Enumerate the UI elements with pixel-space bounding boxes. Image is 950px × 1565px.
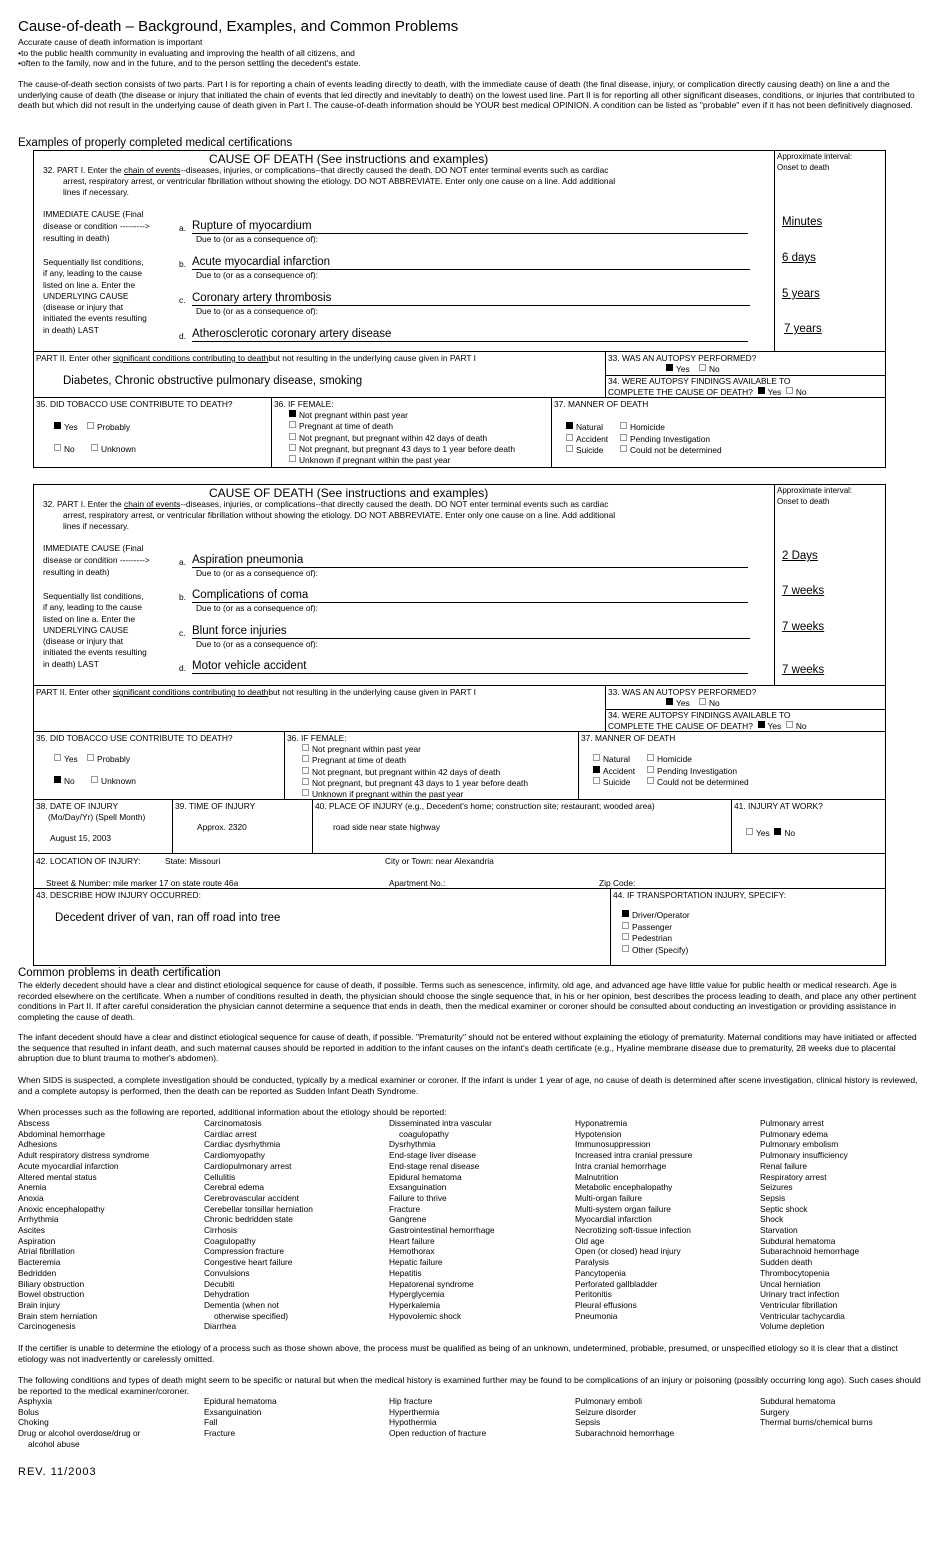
q43-44-row: 43. DESCRIBE HOW INJURY OCCURRED: Decedent driver of van, ran off road into tree 44. IF TRANSPORTATION INJURY, SPECIFY: Driver/Operator Passenger Pedestrian Other (Specify) bbox=[34, 888, 885, 966]
page-title: Cause-of-death – Background, Examples, and Common Problems bbox=[18, 18, 459, 35]
list-item: Hyperglycemia bbox=[389, 1289, 445, 1300]
list-item: Disseminated intra vascular bbox=[389, 1118, 492, 1128]
list-item: Exsanguination bbox=[204, 1406, 262, 1417]
line-d-label: d. bbox=[179, 331, 186, 341]
list-item: Myocardial infarction bbox=[575, 1214, 652, 1225]
list-item: Hyperthermia bbox=[389, 1406, 440, 1417]
list-item: Necrotizing soft-tissue infection bbox=[575, 1225, 691, 1236]
part2-row: PART II. Enter other significant conditions contributing to deathbut not resulting in the underlying cause given in PART I 33. WAS AN AUTOPSY PERFORMED? Yes No 34. WERE AUTOPSY FINDINGS AVAILABLE TO COMPLETE THE CAUSE OF DEATH? Yes No bbox=[34, 685, 885, 732]
list-item: Open reduction of fracture bbox=[389, 1428, 487, 1439]
interval-column bbox=[774, 151, 886, 351]
interval-c: 7 weeks bbox=[782, 621, 825, 633]
list-item: Subdural hematoma bbox=[760, 1396, 836, 1406]
list-item: Perforated gallbladder bbox=[575, 1278, 658, 1289]
list-item: Hepatic failure bbox=[389, 1257, 443, 1268]
q33-options: Yes No bbox=[666, 364, 720, 375]
list-item: Metabolic encephalopathy bbox=[575, 1182, 673, 1193]
list-item: Abscess bbox=[18, 1118, 50, 1128]
injury-list-col-3 bbox=[389, 1396, 486, 1439]
list-item: Chronic bedridden state bbox=[204, 1214, 293, 1225]
cod-title: CAUSE OF DEATH (See instructions and examples) bbox=[209, 152, 489, 166]
list-item: Pneumonia bbox=[575, 1310, 618, 1321]
underlying-cause-label: Sequentially list conditions, if any, leading to the cause listed on line a. Enter the UNDERLYING CAUSE (disease or injury that initiated the events resulting in death) LAST bbox=[43, 591, 147, 669]
list-item: otherwise specified) bbox=[214, 1310, 289, 1321]
intro-paragraph: The cause-of-death section consists of two parts. Part I is for reporting a chain of events leading directly to death, with the immediate cause of death (the final disease, injury, or complication directly causing death) on line a and the underlying cause of death (the disease or injury that initiated the chain of events that led directly and inevitably to death) on the lowest used line. Part II is for reporting all other significant diseases, conditions, or injuries that contributed to death but which did not result in the underlying cause of death given in Part I. The cause-of-death information should be YOUR best medical OPINION. A condition can be listed as "probable" even if it has not been definitively diagnosed. bbox=[18, 79, 915, 111]
list-item: alcohol abuse bbox=[28, 1438, 80, 1449]
list-item: Heart failure bbox=[389, 1235, 435, 1246]
problems-p2: The infant decedent should have a clear and distinct etiological sequence for cause of death, if possible. "Prematurity" should not be entered without explaining the etiology of prematurity. Maternal conditions may have initiated or affected the sequence that resulted in infant death, and such maternal causes should be reported in addition to the infant causes on the infant's death certificate (e.g., Hyaline membrane disease due to prematurity, 28 weeks due to placental abruption due to blunt trauma to mother's abdomen). bbox=[18, 1032, 917, 1064]
list-item: Immunosuppression bbox=[575, 1139, 651, 1150]
list-item: Hemothorax bbox=[389, 1246, 435, 1257]
list-item: Cellulitis bbox=[204, 1171, 236, 1182]
problems-heading: Common problems in death certification bbox=[18, 967, 221, 979]
example-2-form: Approximate interval: Onset to death 2 Days 7 weeks 7 weeks 7 weeks CAUSE OF DEATH (See instructions and examples) 32. PART I. Enter the chain of events--diseases, injuries, or complications--that directly caused the death. DO NOT enter terminal events such as cardiac arrest, respiratory arrest, or ventricular fibrillation without showing the etiology. DO NOT ABBREVIATE. Enter only one cause on a line. Add additional lines if necessary. IMMEDIATE CAUSE (Final disease or condition ---------> resulting in death) Sequentially list conditions, if any, leading to the cause listed on line a. Enter the UNDERLYING CAUSE (disease or injury that initiated the events resulting in death) LAST a. Aspiration pneumonia Due to (or as a consequence of): b. Complications of coma Due to (or as a consequence of): c. Blunt force injuries Due to (or as a consequence of): d. Motor vehicle accident PART II. Enter other significant conditions contributing to deathbut not resulting in the underlying cause given in PART I 33. WAS AN AUTOPSY PERFORMED? Yes No 34. WERE AUTOPSY FINDINGS AVAILABLE TO COMPLETE THE CAUSE OF DEATH? Yes No 35. DID TOBACCO USE CONTRIBUTE TO DEATH? Yes Probably No Unknown 36. IF FEMALE: Not pregnant within past year Pregnant at time of death Not pregnant, but pregnant within 42 days of death Not pregnant, but pregnant 43 days to 1 year before death Unknown if pregnant within the past year 37. MANNER OF DEATH Natural Accident Suicide Homicide Pending Investigation Could not be determined 38. DATE OF INJURY (Mo/Day/Yr) (Spell Month) August 15, 2003 39. TIME OF INJURY Approx. 2320 40. PLACE OF INJURY (e.g., Decedent's home; construction site; restaurant; wooded area) road side near state highway 41. INJURY AT WORK? Yes No 42. LOCATION OF INJURY: State: Missouri City or Town: near Alexandria Street & Number: mile marker 17 on state route 46a Apartment No.: Zip Code: 43. DESCRIBE HOW INJURY OCCURRED: Decedent driver of van, ran off road into tree 44. IF TRANSPORTATION INJURY, SPECIFY: Driver/Operator Passenger Pedestrian Other (Specify) bbox=[33, 484, 886, 966]
cause-b: Acute myocardial infarction bbox=[192, 255, 750, 270]
onset-label: Onset to death bbox=[777, 163, 830, 172]
list-item: Dementia (when not bbox=[204, 1299, 279, 1310]
list-item: Brain injury bbox=[18, 1299, 60, 1310]
list-item: Hypovolemic shock bbox=[389, 1310, 462, 1321]
intro-line: Accurate cause of death information is important bbox=[18, 37, 203, 47]
problems-p3: When SIDS is suspected, a complete investigation should be conducted, typically by a medical examiner or coroner. If the infant is under 1 year of age, no cause of death is determined after scene investigation, clinical history is reviewed, and a complete autopsy is performed, then the death can be reported as Sudden Infant Death Syndrome. bbox=[18, 1075, 918, 1096]
process-list-col-1 bbox=[18, 1118, 149, 1332]
q42-row: 42. LOCATION OF INJURY: State: Missouri City or Town: near Alexandria Street & Number: mile marker 17 on state route 46a Apartment No.: Zip Code: bbox=[34, 853, 885, 889]
list-item: Gangrene bbox=[389, 1214, 427, 1225]
example-1-form bbox=[33, 150, 886, 468]
list-item: Brain stem herniation bbox=[18, 1310, 98, 1321]
list-item: Subdural hematoma bbox=[760, 1235, 836, 1246]
due-to: Due to (or as a consequence of): bbox=[196, 234, 318, 244]
problems-p1: The elderly decedent should have a clear and distinct etiological sequence for cause of death, if possible. Terms such as senescence, infirmity, old age, and advanced age have little value for public health or medical research. Age is recorded elsewhere on the certificate. When a number of conditions resulted in death, the physician should choose the single sequence that, in his or her opinion, best describes the process leading to death, and place any other pertinent conditions in Part II. If after careful consideration the physician cannot determine a sequence that ends in death, then the medical examiner or coroner should be consulted about conducting an investigation or providing assistance in completing the cause of death. bbox=[18, 980, 917, 1023]
q35-options-1: Yes Probably bbox=[54, 422, 130, 433]
list-item: Paralysis bbox=[575, 1257, 609, 1268]
injury-list-col-2 bbox=[204, 1396, 277, 1439]
list-item: Subarachnoid hemorrhage bbox=[575, 1428, 675, 1439]
list-item: Hypothermia bbox=[389, 1417, 437, 1428]
list-item: Adult respiratory distress syndrome bbox=[18, 1150, 150, 1161]
examples-heading: Examples of properly completed medical certifications bbox=[18, 137, 293, 149]
interval-a: Minutes bbox=[782, 216, 823, 228]
list-item: Shock bbox=[760, 1214, 784, 1225]
list-item: Carcinogenesis bbox=[18, 1321, 76, 1332]
list-item: Decubiti bbox=[204, 1278, 235, 1289]
list-item: Anoxia bbox=[18, 1192, 44, 1203]
part2-value: Diabetes, Chronic obstructive pulmonary disease, smoking bbox=[63, 375, 363, 387]
q35-37-row: 35. DID TOBACCO USE CONTRIBUTE TO DEATH? Yes Probably No Unknown 36. IF FEMALE: Not pregnant within past year Pregnant at time of death Not pregnant, but pregnant within 42 days of death Not pregnant, but pregnant 43 days to 1 year before death Unknown if pregnant within the past year 37. MANNER OF DEATH Natural Accident Suicide Homicide Pending Investigation Could not be determined bbox=[34, 731, 885, 800]
list-item: Cerebellar tonsillar herniation bbox=[204, 1203, 313, 1214]
interval-column: Approximate interval: Onset to death 2 Days 7 weeks 7 weeks 7 weeks bbox=[774, 485, 886, 685]
list-item: Dehydration bbox=[204, 1289, 250, 1300]
process-list-col-3 bbox=[389, 1118, 495, 1321]
list-item: Sepsis bbox=[575, 1417, 601, 1428]
list-item: Pulmonary insufficiency bbox=[760, 1150, 848, 1161]
list-item: Cardiopulmonary arrest bbox=[204, 1160, 292, 1171]
immediate-cause-label: IMMEDIATE CAUSE (Final disease or condition ---------> resulting in death) bbox=[43, 543, 150, 577]
list-item: Urinary tract infection bbox=[760, 1289, 840, 1300]
q36-box: 36. IF FEMALE: Not pregnant within past year Pregnant at time of death Not pregnant, but pregnant within 42 days of death Not pregnant, but pregnant 43 days to 1 year before death Unknown if pregnant within the past year bbox=[284, 732, 579, 800]
q35-label: 35. DID TOBACCO USE CONTRIBUTE TO DEATH? bbox=[36, 399, 233, 409]
process-list-col-2 bbox=[204, 1118, 313, 1332]
immediate-cause-label: IMMEDIATE CAUSE (Final disease or condition ---------> resulting in death) bbox=[43, 209, 150, 243]
list-item: Fracture bbox=[204, 1428, 236, 1439]
list-item: Starvation bbox=[760, 1225, 798, 1236]
list-item: Thermal burns/chemical burns bbox=[760, 1417, 873, 1428]
list-item: Cerebral edema bbox=[204, 1182, 265, 1193]
list-item: Carcinomatosis bbox=[204, 1118, 262, 1128]
list-item: Surgery bbox=[760, 1406, 790, 1417]
injury-list-col-4 bbox=[575, 1396, 674, 1439]
list-item: Adhesions bbox=[18, 1139, 58, 1150]
list-item: Pancytopenia bbox=[575, 1267, 626, 1278]
list-item: Epidural hematoma bbox=[204, 1396, 277, 1406]
list-item: Choking bbox=[18, 1417, 49, 1428]
list-item: Asphyxia bbox=[18, 1396, 52, 1406]
list-item: Cirrhosis bbox=[204, 1225, 238, 1236]
injury-description: Decedent driver of van, ran off road into tree bbox=[55, 912, 281, 924]
list-item: Open (or closed) head injury bbox=[575, 1246, 681, 1257]
q37-box: 37. MANNER OF DEATH Natural Accident Suicide Homicide Pending Investigation Could not be determined bbox=[578, 732, 886, 800]
list-item: Intra cranial hemorrhage bbox=[575, 1160, 667, 1171]
list-item: Peritonitis bbox=[575, 1289, 612, 1300]
list-item: Atrial fibrillation bbox=[18, 1246, 75, 1257]
list-item: Respiratory arrest bbox=[760, 1171, 827, 1182]
list-item: Seizure disorder bbox=[575, 1406, 636, 1417]
part1-instructions: 32. PART I. Enter the chain of events--diseases, injuries, or complications--that directly caused the death. DO NOT enter terminal events such as cardiac arrest, respiratory arrest, or ventricular fibrillation without showing the etiology. DO NOT ABBREVIATE. Enter only one cause on a line. Add additional lines if necessary. bbox=[43, 499, 616, 531]
list-item: Increased intra cranial pressure bbox=[575, 1150, 693, 1161]
list-item: End-stage renal disease bbox=[389, 1160, 480, 1171]
q38-41-row: 38. DATE OF INJURY (Mo/Day/Yr) (Spell Month) August 15, 2003 39. TIME OF INJURY Approx. 2320 40. PLACE OF INJURY (e.g., Decedent's home; construction site; restaurant; wooded area) road side near state highway 41. INJURY AT WORK? Yes No bbox=[34, 799, 885, 854]
interval-a: 2 Days bbox=[782, 550, 818, 562]
list-item: Bolus bbox=[18, 1406, 39, 1417]
autopsy-box: 33. WAS AN AUTOPSY PERFORMED? Yes No 34. WERE AUTOPSY FINDINGS AVAILABLE TO COMPLETE THE CAUSE OF DEATH? Yes No bbox=[605, 686, 886, 732]
cause-c: Coronary artery thrombosis bbox=[192, 291, 750, 306]
list-item: Hip fracture bbox=[389, 1396, 433, 1406]
list-item: Hepatorenal syndrome bbox=[389, 1278, 474, 1289]
list-item: Pulmonary edema bbox=[760, 1128, 828, 1139]
q34-label: 34. WERE AUTOPSY FINDINGS AVAILABLE TO COMPLETE THE CAUSE OF DEATH? Yes No bbox=[608, 376, 807, 397]
list-item: Hypotension bbox=[575, 1128, 622, 1139]
list-item: Renal failure bbox=[760, 1160, 808, 1171]
injury-list-col-5 bbox=[760, 1396, 873, 1428]
list-item: Fall bbox=[204, 1417, 218, 1428]
injury-place: road side near state highway bbox=[333, 822, 441, 832]
list-item: Failure to thrive bbox=[389, 1192, 447, 1203]
list-item: Ventricular fibrillation bbox=[760, 1299, 838, 1310]
cause-a: Rupture of myocardium bbox=[192, 219, 748, 234]
cod-title: CAUSE OF DEATH (See instructions and examples) bbox=[209, 486, 489, 500]
list-item: Drug or alcohol overdose/drug or bbox=[18, 1428, 141, 1439]
injury-list-col-1 bbox=[18, 1396, 140, 1450]
line-c-label: c. bbox=[179, 295, 186, 305]
q35-options-2: No Unknown bbox=[54, 444, 136, 455]
interval-d: 7 weeks bbox=[782, 664, 825, 676]
list-item: Gastrointestinal hemorrhage bbox=[389, 1225, 495, 1236]
injury-date: August 15, 2003 bbox=[50, 833, 112, 843]
problems-p4: When processes such as the following are reported, additional information about the etiology should be reported: bbox=[18, 1107, 447, 1117]
interval-b: 6 days bbox=[782, 252, 816, 264]
list-item: Hyperkalemia bbox=[389, 1299, 441, 1310]
list-item: Anemia bbox=[18, 1182, 47, 1193]
list-item: Pulmonary arrest bbox=[760, 1118, 824, 1128]
list-item: Uncal herniation bbox=[760, 1278, 821, 1289]
interval-d: 7 years bbox=[784, 323, 822, 335]
due-to: Due to (or as a consequence of): bbox=[196, 306, 318, 316]
list-item: Bacteremia bbox=[18, 1257, 61, 1268]
list-item: Congestive heart failure bbox=[204, 1257, 293, 1268]
q33-label: 33. WAS AN AUTOPSY PERFORMED? bbox=[608, 353, 757, 363]
cause-c: Blunt force injuries bbox=[192, 624, 750, 639]
list-item: Cardiac arrest bbox=[204, 1128, 257, 1139]
list-item: Anoxic encephalopathy bbox=[18, 1203, 105, 1214]
interval-c: 5 years bbox=[782, 288, 820, 300]
underlying-cause-label: Sequentially list conditions, if any, leading to the cause listed on line a. Enter the UNDERLYING CAUSE (disease or injury that initiated the events resulting in death) LAST bbox=[43, 257, 147, 335]
list-item: Cardiomyopathy bbox=[204, 1150, 265, 1161]
q35-37-row bbox=[34, 397, 885, 468]
list-item: Bowel obstruction bbox=[18, 1289, 85, 1300]
list-item: Seizures bbox=[760, 1182, 793, 1193]
list-item: Fracture bbox=[389, 1203, 421, 1214]
list-item: Hepatitis bbox=[389, 1267, 422, 1278]
list-item: Cardiac dysrhythmia bbox=[204, 1139, 281, 1150]
list-item: Hyponatremia bbox=[575, 1118, 628, 1128]
list-item: Diarrhea bbox=[204, 1321, 237, 1332]
list-item: Septic shock bbox=[760, 1203, 808, 1214]
problems-p6: The following conditions and types of death might seem to be specific or natural but when the medical history is examined further may be found to be complications of an injury or poisoning (possibly occurring long ago). Such cases should be reported to the medical examiner/coroner. bbox=[18, 1375, 921, 1396]
autopsy-box bbox=[605, 352, 886, 398]
list-item: Pleural effusions bbox=[575, 1299, 637, 1310]
intro-line: •often to the family, now and in the future, and to the person settling the decedent's estate. bbox=[18, 58, 361, 69]
process-list-col-4 bbox=[575, 1118, 692, 1321]
list-item: Epidural hematoma bbox=[389, 1171, 462, 1182]
q36-box: 36. IF FEMALE: Not pregnant within past year Pregnant at time of death Not pregnant, but pregnant within 42 days of death Not pregnant, but pregnant 43 days to 1 year before death Unknown if pregnant within the past year bbox=[271, 398, 552, 468]
line-b-label: b. bbox=[179, 259, 186, 269]
list-item: Thrombocytopenia bbox=[760, 1267, 830, 1278]
list-item: Cerebrovascular accident bbox=[204, 1192, 299, 1203]
intro-line: •to the public health community in evaluating and improving the health of all citizens, and bbox=[18, 47, 355, 58]
interval-label: Approximate interval: bbox=[777, 152, 853, 161]
list-item: Exsanguination bbox=[389, 1182, 447, 1193]
part2-label: PART II. Enter other significant conditions contributing to deathbut not resulting in the underlying cause given in PART I bbox=[36, 353, 476, 363]
list-item: End-stage liver disease bbox=[389, 1150, 477, 1161]
list-item: Sudden death bbox=[760, 1257, 813, 1268]
list-item: Pulmonary emboli bbox=[575, 1396, 643, 1406]
list-item: Multi-system organ failure bbox=[575, 1203, 671, 1214]
line-a-label: a. bbox=[179, 223, 186, 233]
due-to: Due to (or as a consequence of): bbox=[196, 270, 318, 280]
list-item: Dysrhythmia bbox=[389, 1139, 436, 1150]
list-item: Biliary obstruction bbox=[18, 1278, 85, 1289]
list-item: Pulmonary embolism bbox=[760, 1139, 839, 1150]
list-item: Bedridden bbox=[18, 1267, 57, 1278]
cause-b: Complications of coma bbox=[192, 588, 748, 603]
list-item: Ascites bbox=[18, 1225, 45, 1236]
list-item: Compression fracture bbox=[204, 1246, 285, 1257]
list-item: Convulsions bbox=[204, 1267, 250, 1278]
list-item: Acute myocardial infarction bbox=[18, 1160, 119, 1171]
injury-time: Approx. 2320 bbox=[197, 822, 247, 832]
list-item: Volume depletion bbox=[760, 1321, 825, 1332]
list-item: Subarachnoid hemorrhage bbox=[760, 1246, 860, 1257]
list-item: Abdominal hemorrhage bbox=[18, 1128, 106, 1139]
intro bbox=[18, 37, 361, 69]
revision: REV. 11/2003 bbox=[18, 1466, 97, 1478]
interval-b: 7 weeks bbox=[782, 585, 825, 597]
list-item: Arrhythmia bbox=[18, 1214, 59, 1225]
list-item: Old age bbox=[575, 1235, 605, 1246]
list-item: coagulopathy bbox=[399, 1128, 449, 1139]
cause-d: Motor vehicle accident bbox=[192, 659, 748, 674]
q37-box: 37. MANNER OF DEATH Natural Accident Suicide Homicide Pending Investigation Could not be determined bbox=[551, 398, 886, 468]
part2-row bbox=[34, 351, 885, 398]
cause-a: Aspiration pneumonia bbox=[192, 553, 748, 568]
list-item: Coagulopathy bbox=[204, 1235, 256, 1246]
list-item: Multi-organ failure bbox=[575, 1192, 643, 1203]
list-item: Malnutrition bbox=[575, 1171, 619, 1182]
list-item: Aspiration bbox=[18, 1235, 56, 1246]
list-item: Altered mental status bbox=[18, 1171, 97, 1182]
process-list-col-5 bbox=[760, 1118, 859, 1332]
list-item: Ventricular tachycardia bbox=[760, 1310, 845, 1321]
part1-instructions: 32. PART I. Enter the chain of events--diseases, injuries, or complications--that directly caused the death. DO NOT enter terminal events such as cardiac arrest, respiratory arrest, or ventricular fibrillation without showing the etiology. DO NOT ABBREVIATE. Enter only one cause on a line. Add additional lines if necessary. bbox=[43, 165, 616, 197]
list-item: Sepsis bbox=[760, 1192, 786, 1203]
problems-p5: If the certifier is unable to determine the etiology of a process such as those shown above, the process must be qualified as being of an unknown, undetermined, probable, presumed, or unspecified etiology so it is clear that a distinct etiology was not inadvertently or carelessly omitted. bbox=[18, 1343, 898, 1364]
cause-d: Atherosclerotic coronary artery disease bbox=[192, 327, 748, 342]
